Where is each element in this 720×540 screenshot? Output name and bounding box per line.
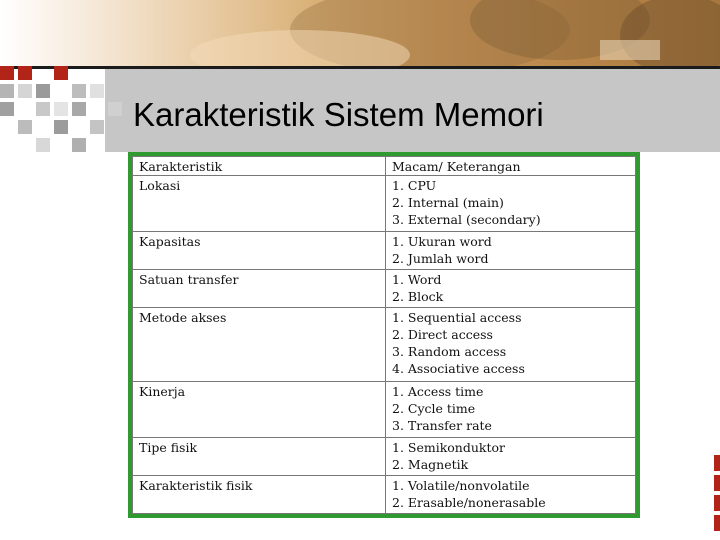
row-label: Kinerja — [133, 381, 386, 437]
list-item: 2. Magnetik — [392, 456, 469, 472]
list-item: 2. Erasable/nonerasable — [392, 494, 546, 510]
decorative-accent — [714, 475, 720, 491]
list-item: 1. Volatile/nonvolatile — [392, 477, 530, 493]
banner-photo — [0, 0, 720, 66]
table-row — [133, 269, 636, 307]
row-items — [386, 231, 636, 269]
column-header-keterangan: Macam/ Keterangan — [386, 157, 636, 176]
list-item: 2. Internal (main) — [392, 195, 504, 210]
characteristics-table — [132, 156, 636, 514]
list-item: 1. Access time — [392, 383, 484, 399]
table-row — [133, 437, 636, 475]
header-banner-image — [0, 0, 720, 66]
list-item: 2. Direct access — [392, 327, 493, 342]
row-label: Lokasi — [133, 176, 386, 232]
table-row — [133, 308, 636, 382]
list-item: 1. CPU — [392, 178, 437, 193]
table-row — [133, 231, 636, 269]
row-items — [386, 437, 636, 475]
memory-characteristics-table — [128, 152, 640, 518]
row-label: Tipe fisik — [133, 437, 386, 475]
table-row — [133, 381, 636, 437]
row-items — [386, 475, 636, 513]
list-item: 1. Ukuran word — [392, 233, 492, 249]
decorative-accent — [714, 455, 720, 471]
list-item: 1. Word — [392, 271, 442, 287]
decorative-accent — [714, 515, 720, 531]
list-item: 4. Associative access — [392, 361, 525, 376]
row-items — [386, 269, 636, 307]
row-items — [386, 381, 636, 437]
table-row — [133, 475, 636, 513]
row-items — [386, 176, 636, 232]
list-item: 2. Jumlah word — [392, 250, 489, 266]
row-items — [386, 308, 636, 382]
row-label: Metode akses — [133, 308, 386, 382]
list-item: 1. Sequential access — [392, 310, 522, 325]
list-item: 3. Random access — [392, 344, 507, 359]
list-item: 3. Transfer rate — [392, 417, 492, 433]
row-label: Satuan transfer — [133, 269, 386, 307]
list-item: 1. Semikonduktor — [392, 439, 506, 455]
decorative-squares — [0, 66, 130, 156]
list-item: 2. Cycle time — [392, 400, 476, 416]
row-label: Karakteristik fisik — [133, 475, 386, 513]
row-label: Kapasitas — [133, 231, 386, 269]
table-header-row — [133, 157, 636, 176]
slide-title: Karakteristik Sistem Memori — [133, 96, 544, 133]
table-row — [133, 176, 636, 232]
list-item: 2. Block — [392, 288, 444, 304]
list-item: 3. External (secondary) — [392, 212, 541, 227]
decorative-accent — [714, 495, 720, 511]
column-header-karakteristik: Karakteristik — [133, 157, 386, 176]
